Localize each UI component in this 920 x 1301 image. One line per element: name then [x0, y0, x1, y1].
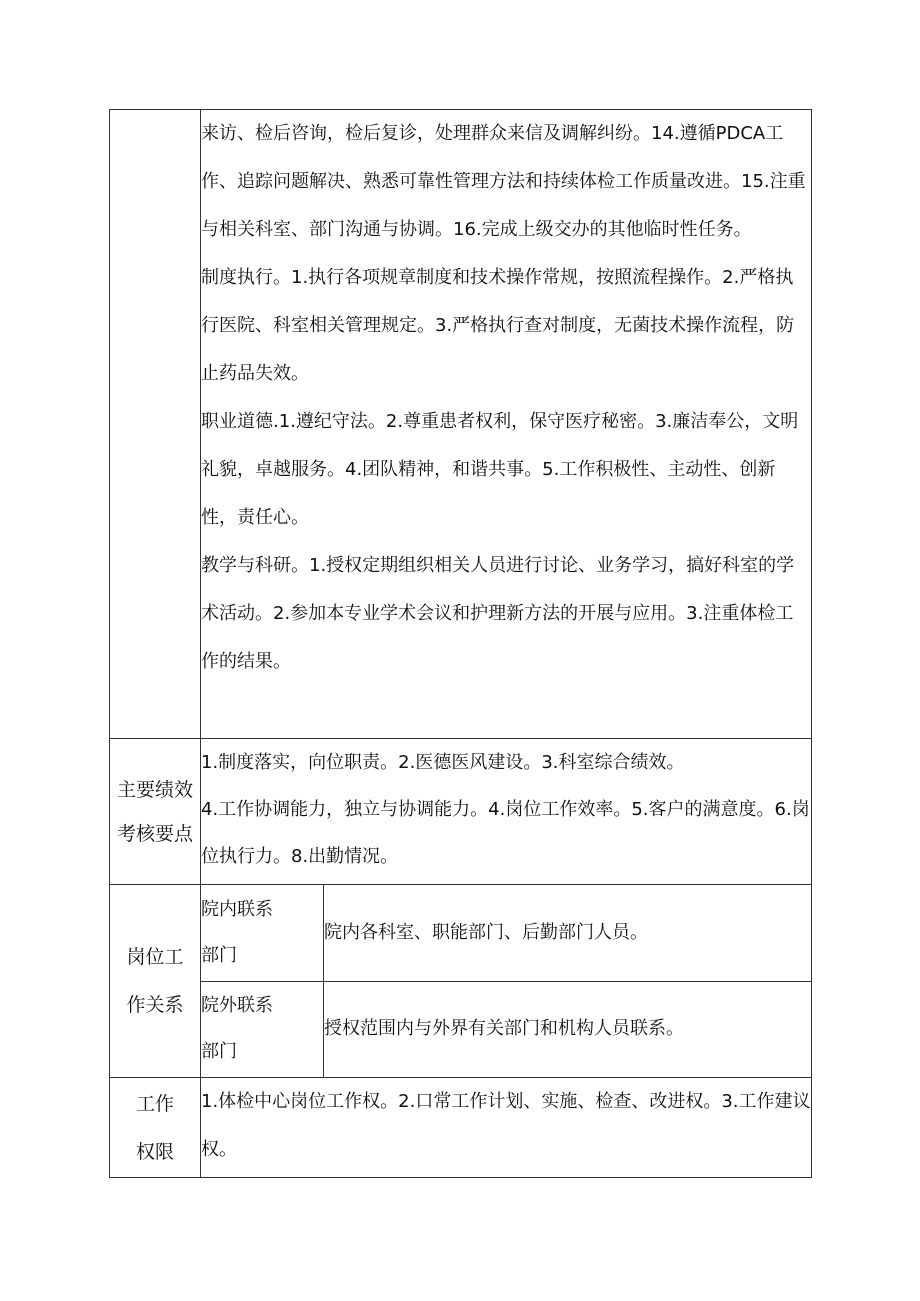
relations-row [110, 885, 812, 1078]
authority-label: 工作 权限 [110, 1078, 201, 1178]
duties-paragraph: 教学与科研。1.授权定期组织相关人员进行讨论、业务学习，搞好科室的学术活动。2.参加本专业学术会议和护理新方法的开展与应用。3.注重体检工作的结果。 [201, 555, 795, 672]
external-contact-value: 授权范围内与外界有关部门和机构人员联系。 [324, 981, 812, 1077]
duties-content [201, 110, 812, 739]
duties-label-cell [110, 110, 201, 739]
performance-line: 1.制度落实，向位职责。2.医德医风建设。3.科室综合绩效。 [201, 752, 685, 773]
internal-contact-label: 院内联系 部门 [201, 885, 324, 981]
relations-subtable [201, 885, 811, 1077]
authority-row [110, 1078, 812, 1178]
relations-content [201, 885, 812, 1078]
duties-row [110, 110, 812, 739]
authority-content: 1.体检中心岗位工作权。2.口常工作计划、实施、检查、改进权。3.工作建议权。 [201, 1078, 812, 1178]
external-contact-label: 院外联系 部门 [201, 981, 324, 1077]
internal-contact-value: 院内各科室、职能部门、后勤部门人员。 [324, 885, 812, 981]
duties-paragraph: 制度执行。1.执行各项规章制度和技术操作常规，按照流程操作。2.严格执行医院、科室相关管理规定。3.严格执行查对制度，无菌技术操作流程，防止药品失效。 [201, 267, 795, 384]
duties-paragraph: 职业道德.1.遵纪守法。2.尊重患者权利，保守医疗秘密。3.廉洁奉公，文明礼貌，卓越服务。4.团队精神，和谐共事。5.工作积极性、主动性、创新性，责任心。 [201, 411, 799, 528]
performance-row [110, 739, 812, 885]
relations-label: 岗位工 作关系 [110, 885, 201, 1078]
performance-label: 主要绩效 考核要点 [110, 739, 201, 885]
duties-paragraph: 来访、检后咨询，检后复诊，处理群众来信及调解纠纷。14.遵循PDCA工作、追踪问题解决、熟悉可靠性管理方法和持续体检工作质量改进。15.注重与相关科室、部门沟通与协调。16.完成上级交办的其他临时性任务。 [201, 123, 806, 240]
job-description-table [109, 109, 812, 1178]
performance-line: 4.工作协调能力，独立与协调能力。4.岗位工作效率。5.客户的满意度。6.岗位执行力。8.出勤情况。 [201, 799, 810, 867]
performance-content [201, 739, 812, 885]
